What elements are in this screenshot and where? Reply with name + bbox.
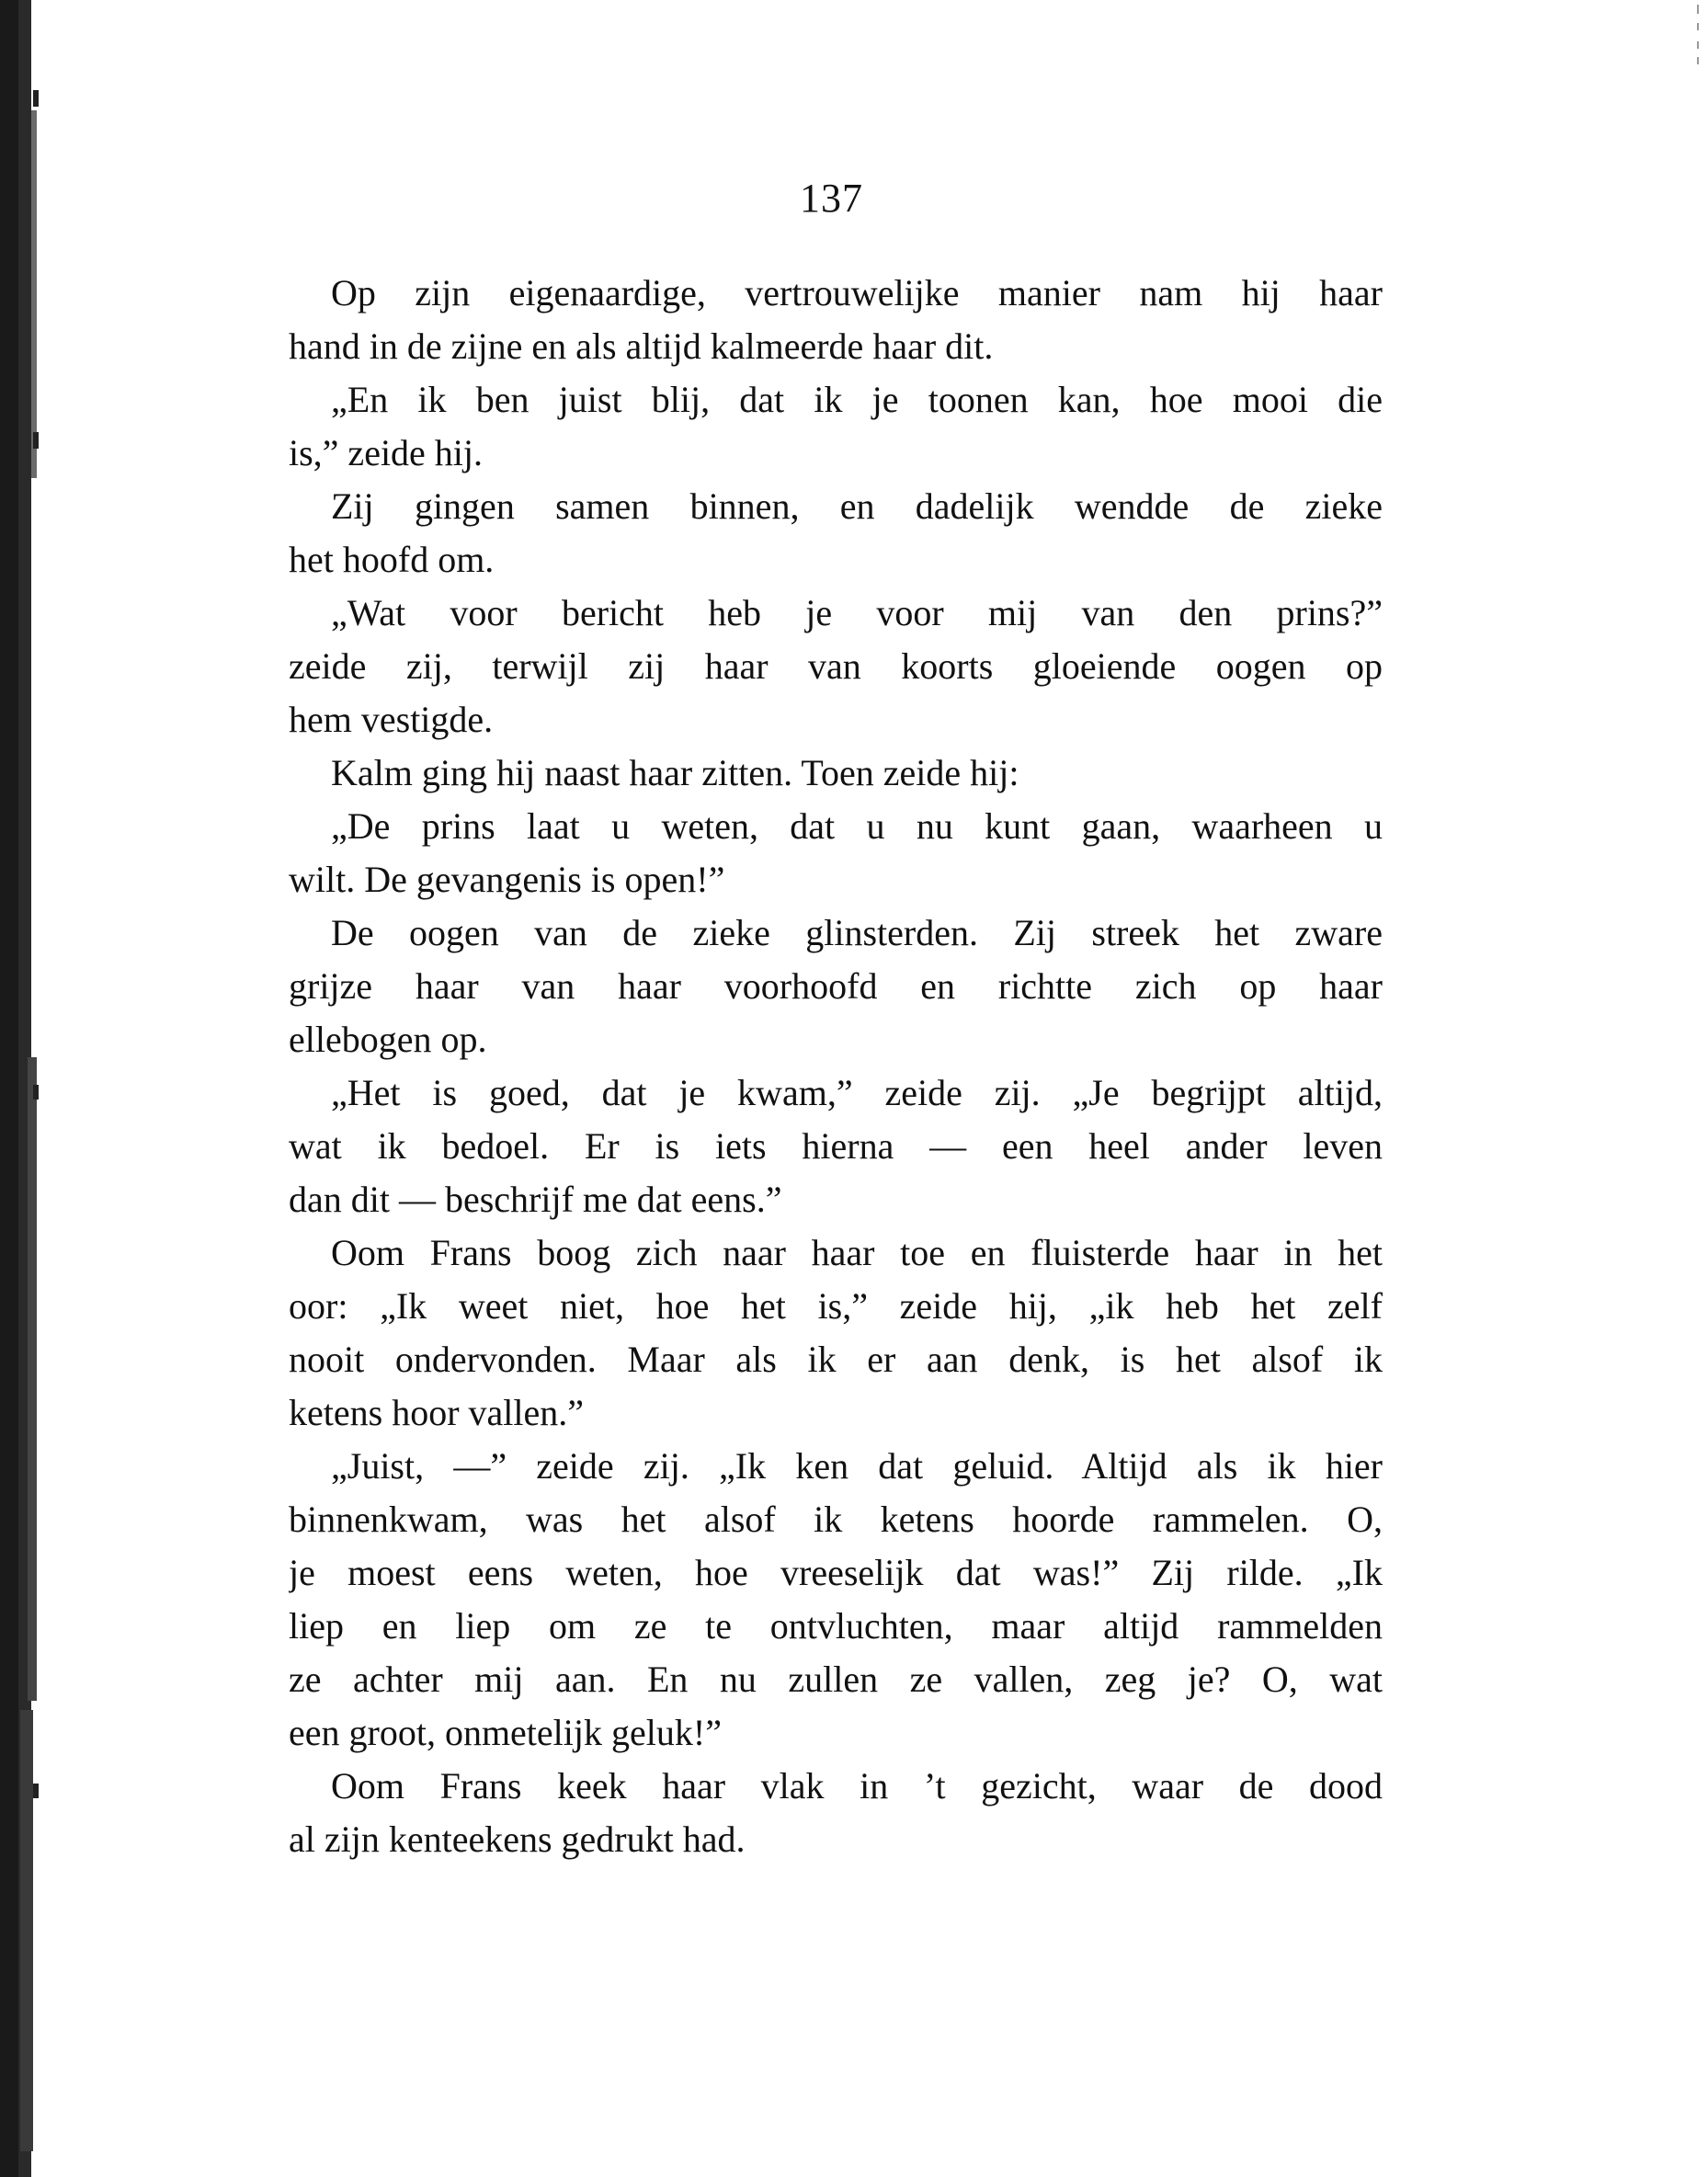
text-line: ketens hoor vallen.” xyxy=(289,1392,584,1433)
text-line: Oom Frans keek haar vlak in ’t gezicht, waar de dood xyxy=(331,1765,1383,1807)
text-line: liep en liep om ze te ontvluchten, maar altijd rammelden xyxy=(289,1605,1383,1647)
text-line: wilt. De gevangenis is open!” xyxy=(289,859,725,900)
text-line: binnenkwam, was het alsof ik ketens hoorde rammelen. O, xyxy=(289,1499,1383,1540)
scan-binding-edge xyxy=(0,0,53,2177)
text-line: ze achter mij aan. En nu zullen ze vallen, zeg je? O, wat xyxy=(289,1658,1383,1700)
text-line: „Wat voor bericht heb je voor mij van den prins?” xyxy=(331,592,1383,633)
text-line: „De prins laat u weten, dat u nu kunt gaan, waarheen u xyxy=(331,805,1383,847)
text-line: Oom Frans boog zich naar haar toe en fluisterde haar in het xyxy=(331,1232,1383,1273)
text-line: grijze haar van haar voorhoofd en richtte zich op haar xyxy=(289,965,1383,1007)
text-line: „Het is goed, dat je kwam,” zeide zij. „Je begrijpt altijd, xyxy=(331,1072,1383,1113)
text-line: oor: „Ik weet niet, hoe het is,” zeide hij, „ik heb het zelf xyxy=(289,1285,1383,1327)
text-line: een groot, onmetelijk geluk!” xyxy=(289,1712,722,1753)
text-line: De oogen van de zieke glinsterden. Zij streek het zware xyxy=(331,912,1383,953)
text-line: Kalm ging hij naast haar zitten. Toen zeide hij: xyxy=(331,752,1019,793)
text-line: ellebogen op. xyxy=(289,1019,487,1060)
page-number: 137 xyxy=(800,176,863,221)
text-line: je moest eens weten, hoe vreeselijk dat was!” Zij rilde. „Ik xyxy=(289,1552,1383,1593)
text-line: al zijn kenteekens gedrukt had. xyxy=(289,1818,746,1860)
text-line: zeide zij, terwijl zij haar van koorts gloeiende oogen op xyxy=(289,645,1383,687)
text-line: „Juist, —” zeide zij. „Ik ken dat geluid. Altijd als ik hier xyxy=(331,1445,1383,1487)
text-line: nooit ondervonden. Maar als ik er aan denk, is het alsof ik xyxy=(289,1339,1383,1380)
text-line: Zij gingen samen binnen, en dadelijk wendde de zieke xyxy=(331,485,1383,527)
text-line: het hoofd om. xyxy=(289,539,495,580)
text-line: hand in de zijne en als altijd kalmeerde haar dit. xyxy=(289,325,994,367)
text-line: hem vestigde. xyxy=(289,699,494,740)
text-line: wat ik bedoel. Er is iets hierna — een heel ander leven xyxy=(289,1125,1383,1167)
scan-dots xyxy=(1695,0,1701,74)
body-text xyxy=(289,267,1383,1866)
text-line: „En ik ben juist blij, dat ik je toonen kan, hoe mooi die xyxy=(331,379,1383,420)
text-line: is,” zeide hij. xyxy=(289,432,484,473)
text-line: Op zijn eigenaardige, vertrouwelijke manier nam hij haar xyxy=(331,272,1383,313)
text-line: dan dit — beschrijf me dat eens.” xyxy=(289,1179,782,1220)
